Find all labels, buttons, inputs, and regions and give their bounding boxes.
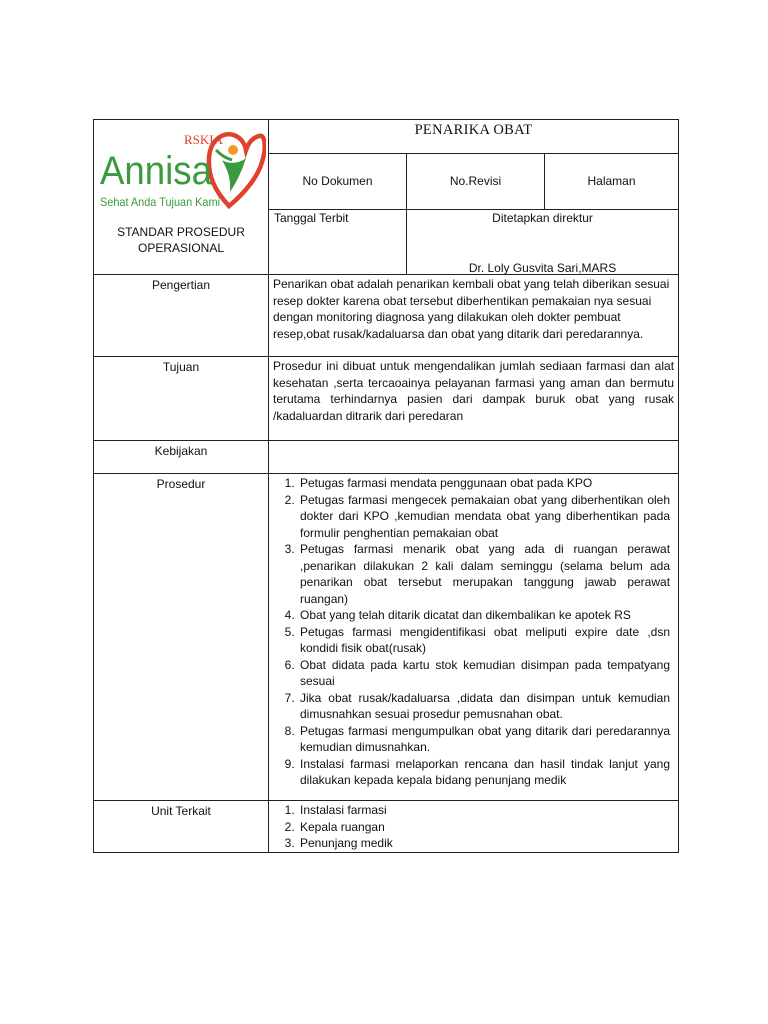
logo-cell — [94, 120, 269, 275]
ditetapkan-cell — [407, 210, 679, 275]
annisa-logo — [96, 120, 266, 210]
logo-slogan: Sehat Anda Tujuan Kami — [100, 195, 220, 209]
sop-title-line-1: STANDAR PROSEDUR — [117, 225, 245, 239]
document-title: PENARIKA OBAT — [269, 120, 679, 154]
unit-terkait-row — [94, 801, 679, 853]
sop-document-table — [93, 119, 679, 853]
sop-title — [94, 224, 268, 256]
kebijakan-row — [94, 441, 679, 474]
list-item: 2. Kepala ruangan — [298, 819, 670, 836]
logo-tag: RSKIA — [184, 132, 224, 147]
figure-body-icon — [222, 158, 246, 192]
kebijakan-label: Kebijakan — [94, 441, 269, 474]
sop-title-line-2: OPERASIONAL — [137, 241, 225, 255]
pengertian-label: Pengertian — [94, 275, 269, 357]
kebijakan-text — [269, 441, 679, 474]
unit-terkait-label: Unit Terkait — [94, 801, 269, 853]
prosedur-steps-list — [269, 475, 674, 789]
figure-head-icon — [228, 145, 238, 155]
prosedur-row — [94, 474, 679, 801]
list-item: 9. Instalasi farmasi melaporkan rencana dan hasil tindak lanjut yang dilakukan kepada kepala bidang penunjang medik — [298, 756, 670, 789]
tujuan-row — [94, 357, 679, 441]
logo-brand: Annisa — [100, 149, 213, 193]
list-item: 6. Obat didata pada kartu stok kemudian disimpan pada tempatyang sesuai — [298, 657, 670, 690]
list-item: 1. Instalasi farmasi — [298, 802, 670, 819]
prosedur-label: Prosedur — [94, 474, 269, 801]
list-item: 4. Obat yang telah ditarik dicatat dan dikembalikan ke apotek RS — [298, 607, 670, 624]
no-dokumen-header: No Dokumen — [269, 154, 407, 210]
halaman-header: Halaman — [545, 154, 679, 210]
list-item: 3. Penunjang medik — [298, 835, 670, 852]
list-item: 3. Petugas farmasi menarik obat yang ada di ruangan perawat ,penarikan dilakukan 2 kali dalam seminggu (selama belum ada penarikan obat tersebut merupakan tanggung jawab perawat ruangan) — [298, 541, 670, 607]
list-item: 1. Petugas farmasi mendata penggunaan obat pada KPO — [298, 475, 670, 492]
ditetapkan-direktur-label: Ditetapkan direktur — [492, 211, 593, 225]
tujuan-label: Tujuan — [94, 357, 269, 441]
pengertian-row — [94, 275, 679, 357]
list-item: 2. Petugas farmasi mengecek pemakaian obat yang diberhentikan oleh dokter dari KPO ,kemudian mendata obat yang diberhentikan pada formulir penghentian pemakaian obat — [298, 492, 670, 542]
list-item: 7. Jika obat rusak/kadaluarsa ,didata dan disimpan untuk kemudian dimusnahkan sesuai prosedur pemusnahan obat. — [298, 690, 670, 723]
list-item: 5. Petugas farmasi mengidentifikasi obat meliputi expire date ,dsn kondidi fisik obat(rusak) — [298, 624, 670, 657]
unit-terkait-list — [269, 802, 674, 852]
tanggal-terbit-label: Tanggal Terbit — [269, 210, 407, 275]
tujuan-text: Prosedur ini dibuat untuk mengendalikan jumlah sediaan farmasi dan alat kesehatan ,serta tercaoainya pelayanan farmasi yang aman dan bermutu terutama terhindarnya pasien dari dampak buruk obat yang rusak /kadaluardan ditrarik dari peredaran — [269, 357, 679, 441]
list-item: 8. Petugas farmasi mengumpulkan obat yang ditarik dari peredarannya kemudian dimusnahkan. — [298, 723, 670, 756]
pengertian-text: Penarikan obat adalah penarikan kembali obat yang telah diberikan sesuai resep dokter karena obat tersebut diberhentikan pemakaian nya sesuai dengan monitoring diagnosa yang dilakukan oleh dokter pembuat resep,obat rusak/kadaluarsa dan obat yang ditarik dari peredarannya. — [269, 275, 679, 357]
no-revisi-header: No.Revisi — [407, 154, 545, 210]
director-name: Dr. Loly Gusvita Sari,MARS — [468, 261, 617, 275]
